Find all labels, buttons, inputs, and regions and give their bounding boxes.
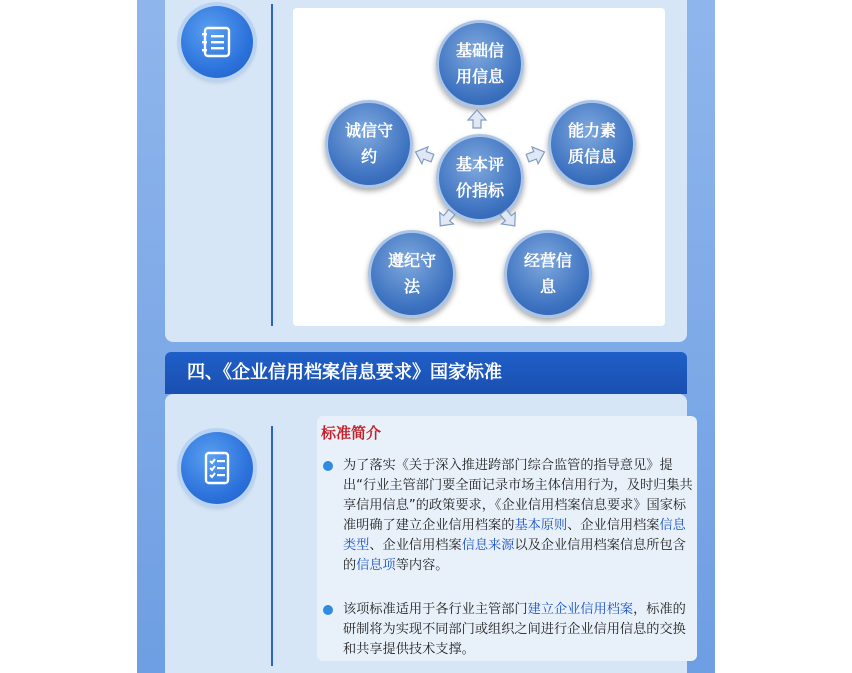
divider-line — [271, 426, 273, 666]
node-center-basic-indicators: 基本评价指标 — [436, 134, 524, 222]
highlight-build-archive: 建立企业信用档案 — [527, 602, 634, 617]
divider-line — [271, 4, 273, 326]
highlight-basic-principles: 基本原则 — [514, 518, 568, 533]
arrow-up-icon — [466, 108, 488, 130]
checklist-icon — [181, 432, 253, 504]
paragraph-purpose: 为了落实《关于深入推进跨部门综合监管的指导意见》提出“行业主管部门要全面记录市场主体信用行为，及时归集共享信用信息”的政策要求，《企业信用档案信息要求》国家标准明确了建立企业信用档案的基本原则、企业信用档案信息类型、企业信用档案信息来源以及企业信用档案信息所包含的信息项等内容。 — [343, 458, 693, 573]
indicator-diagram — [293, 8, 665, 326]
node-business-info: 经营信息 — [504, 230, 592, 318]
node-law-abiding: 遵纪守法 — [368, 230, 456, 318]
standard-intro-panel — [165, 394, 693, 673]
node-capability-info: 能力素质信息 — [548, 100, 636, 188]
bullet-dot-icon — [323, 605, 333, 615]
card-title: 标准简介 — [321, 424, 382, 442]
bullet-dot-icon — [323, 461, 333, 471]
arrow-left-icon — [410, 141, 438, 169]
node-basic-credit-info: 基础信用信息 — [436, 20, 524, 108]
list-icon — [181, 6, 253, 78]
paragraph-scope: 该项标准适用于各行业主管部门建立企业信用档案，标准的研制将为实现不同部门或组织之间进行企业信用信息的交换和共享提供技术支撑。 — [343, 602, 686, 657]
arrow-right-icon — [522, 141, 550, 169]
infographic-page — [137, 0, 715, 673]
highlight-info-items: 信息项 — [356, 558, 396, 573]
highlight-info-sources: 信息来源 — [461, 538, 515, 553]
section-header-standard: 四、《企业信用档案信息要求》国家标准 — [165, 352, 687, 394]
highlight-info-types: 信息类型 — [343, 518, 686, 553]
list-item — [323, 456, 693, 576]
intro-card — [317, 416, 697, 661]
node-integrity: 诚信守约 — [325, 100, 413, 188]
list-item — [323, 600, 693, 660]
evaluation-panel — [165, 0, 687, 342]
